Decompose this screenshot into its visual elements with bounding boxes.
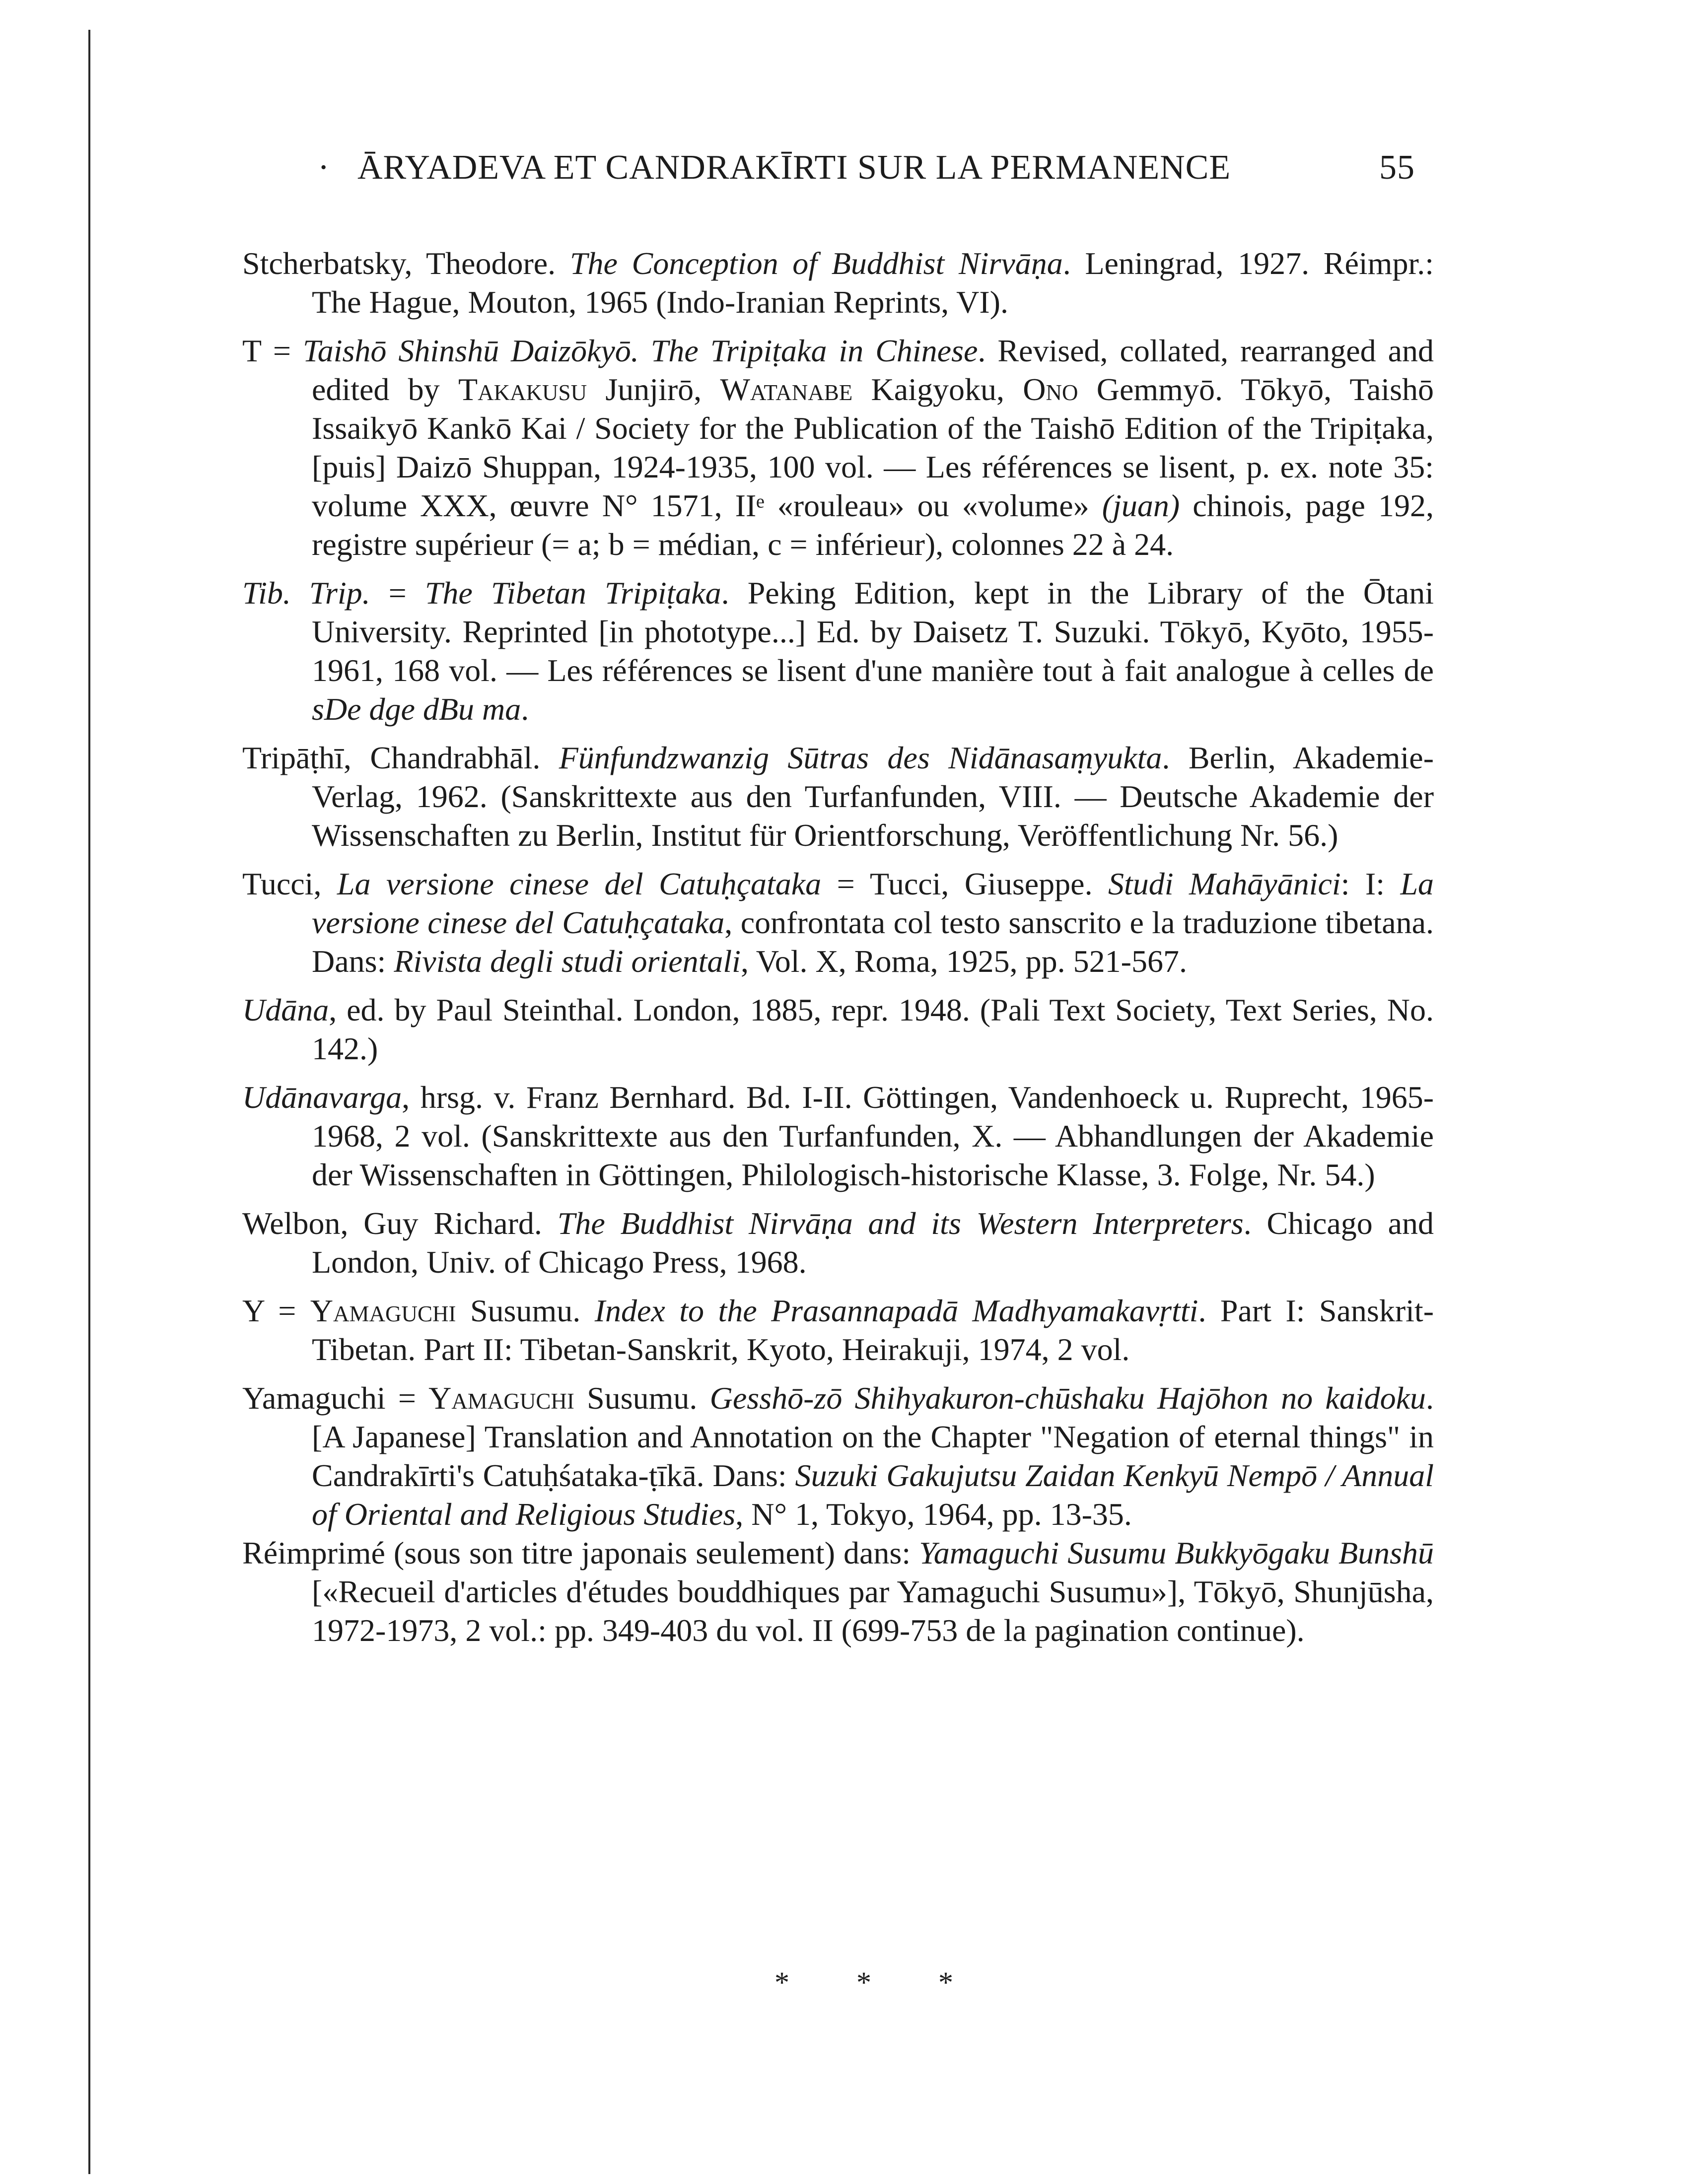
page-number: 55 — [1379, 148, 1415, 187]
page-gutter-line — [88, 30, 90, 2174]
bib-entry-udanavarga: Udānavarga, hrsg. v. Franz Bernhard. Bd. I-II. Göttingen, Vandenhoeck u. Ruprecht, 1965-1968, 2 vol. (Sanskrittexte aus den Turfanfunden, X. — Abhandlungen der Akademie der Wissenschaften in Göttingen, Philologisch-historische Klasse, 3. Folge, Nr. 54.) — [242, 1080, 1434, 1192]
bib-entry-stcherbatsky: Stcherbatsky, Theodore. The Conception of Buddhist Nirvāṇa. Leningrad, 1927. Réimpr.: The Hague, Mouton, 1965 (Indo-Iranian Reprints, VI). — [242, 246, 1434, 320]
bib-entry-taisho: T = Taishō Shinshū Daizōkyō. The Tripiṭaka in Chinese. Revised, collated, rearranged and edited by Takakusu Junjirō, Watanabe Kaigyoku, Ono Gemmyō. Tōkyō, Taishō Issaikyō Kankō Kai / Society for the Publication of the Taishō Edition of the Tripiṭaka, [puis] Daizō Shuppan, 1924-1935, 100 vol. — Les références se lisent, p. ex. note 35: volume XXX, œuvre N° 1571, IIᵉ «rouleau» ou «volume» (juan) chinois, page 192, registre supérieur (= a; b = médian, c = inférieur), colonnes 22 à 24. — [242, 333, 1434, 562]
bib-entry-tibetan-tripitaka: Tib. Trip. = The Tibetan Tripiṭaka. Peking Edition, kept in the Library of the Ōtani University. Reprinted [in phototype...] Ed. by Daisetz T. Suzuki. Tōkyō, Kyōto, 1955-1961, 168 vol. — Les références se lisent d'une manière tout à fait analogue à celles de sDe dge dBu ma. — [242, 575, 1434, 727]
reprint-note: Réimprimé (sous son titre japonais seulement) dans: Yamaguchi Susumu Bukkyōgaku Bunshū [«Recueil d'articles d'études bouddhiques par Yamaguchi Susumu»], Tōkyō, Shunjūsha, 1972-1973, 2 vol.: pp. 349-403 du vol. II (699-753 de la pagination continue). — [242, 1535, 1434, 1648]
section-end-asterisks: * * * — [774, 1966, 983, 1999]
bib-entry-tucci: Tucci, La versione cinese del Catuḥçataka = Tucci, Giuseppe. Studi Mahāyānici: I: La versione cinese del Catuḥçataka, confrontata col testo sanscrito e la traduzione tibetana. Dans: Rivista degli studi orientali, Vol. X, Roma, 1925, pp. 521-567. — [242, 866, 1434, 979]
bib-entry-udana: Udāna, ed. by Paul Steinthal. London, 1885, repr. 1948. (Pali Text Society, Text Series, No. 142.) — [242, 992, 1434, 1066]
bib-entry-welbon: Welbon, Guy Richard. The Buddhist Nirvāṇa and its Western Interpreters. Chicago and London, Univ. of Chicago Press, 1968. — [242, 1206, 1434, 1280]
bib-entry-yamaguchi-gessho: Yamaguchi = Yamaguchi Susumu. Gesshō-zō Shihyakuron-chūshaku Hajōhon no kaidoku. [A Japanese] Translation and Annotation on the Chapter "Negation of eternal things" in Candrakīrti's Catuḥśataka-ṭīkā. Dans: Suzuki Gakujutsu Zaidan Kenkyū Nempō / Annual of Oriental and Religious Studies, N° 1, Tokyo, 1964, pp. 13-35. Réimprimé (sous son titre japonais seulement) dans: Yamaguchi Susumu Bukkyōgaku Bunshū [«Recueil d'articles d'études bouddhiques par Yamaguchi Susumu»], Tōkyō, Shunjūsha, 1972-1973, 2 vol.: pp. 349-403 du vol. II (699-753 de la pagination continue). — [242, 1379, 1434, 1650]
running-title: ĀRYADEVA ET CANDRAKĪRTI SUR LA PERMANENCE — [357, 148, 1231, 187]
bib-entry-yamaguchi-index: Y = Yamaguchi Susumu. Index to the Prasannapadā Madhyamakavṛtti. Part I: Sanskrit-Tibetan. Part II: Tibetan-Sanskrit, Kyoto, Heirakuji, 1974, 2 vol. — [242, 1293, 1434, 1367]
header-dot: · — [318, 148, 330, 187]
bibliography-list — [242, 244, 1434, 1660]
bib-entry-tripathi: Tripāṭhī, Chandrabhāl. Fünfundzwanzig Sūtras des Nidānasaṃyukta. Berlin, Akademie-Verlag, 1962. (Sanskrittexte aus den Turfanfunden, VIII. — Deutsche Akademie der Wissenschaften zu Berlin, Institut für Orientforschung, Veröffentlichung Nr. 56.) — [242, 740, 1434, 853]
running-header — [318, 148, 1415, 203]
